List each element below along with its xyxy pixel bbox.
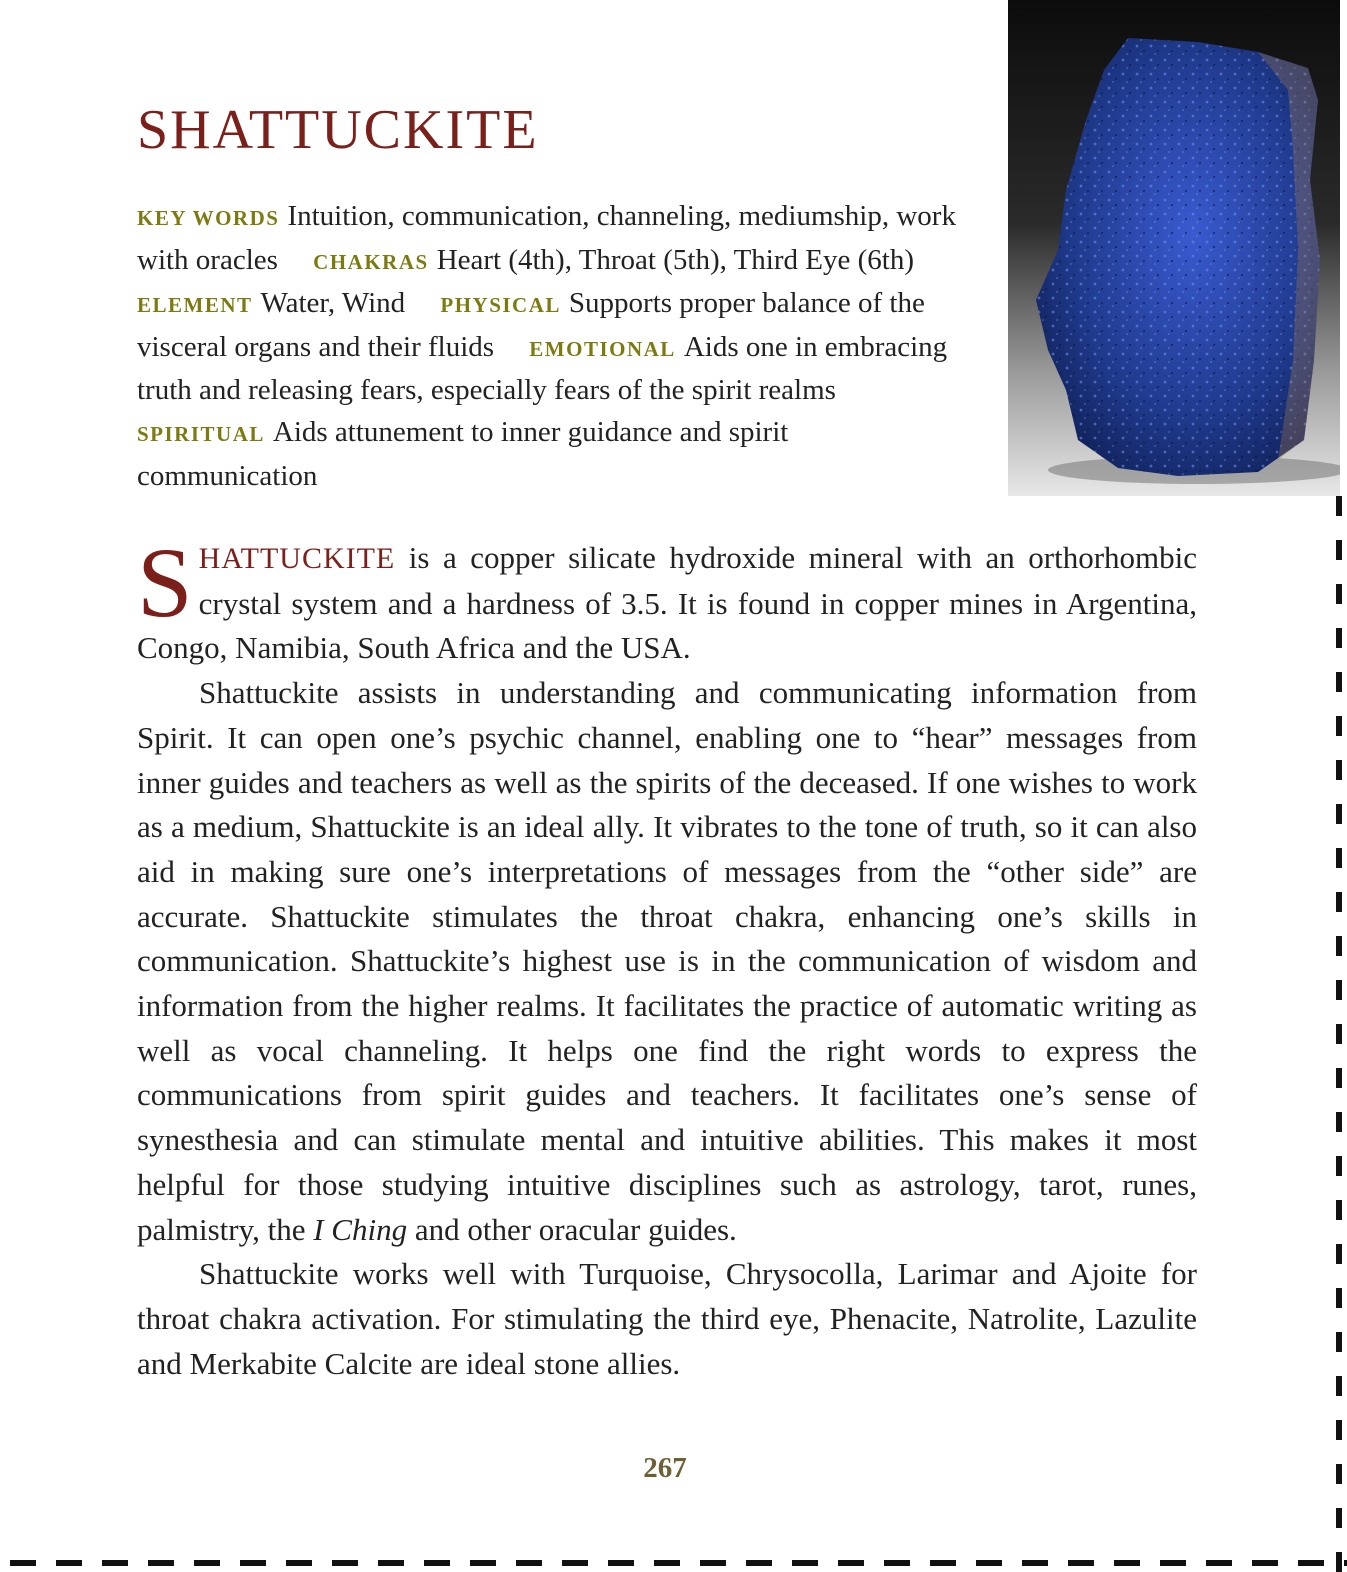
physical-value: Supports proper balance of the visceral organs and their fluids (137, 287, 925, 363)
paragraph-1: SHATTUCKITE is a copper silicate hydroxide mineral with an orthorhombic crystal system and a hardness of 3.5. It is found in copper mines in Argentina, Congo, Namibia, South Africa and the USA. (137, 527, 1197, 666)
spiritual-value: Aids attunement to inner guidance and spirit communication (137, 415, 789, 492)
crop-marks-right (1336, 496, 1342, 1572)
paragraph-2: Shattuckite assists in understanding and communicating information from Spirit. It can open one’s psychic channel, enabling one to “hear” messages from inner guides and teachers as well as the spirits of the deceased. If one wishes to work as a medium, Shattuckite is an ideal ally. It vibrates to the tone of truth, so it can also aid in making sure one’s interpretations of messages from the “other side” are accurate. Shattuckite stimulates the throat chakra, enhancing one’s skills in communication. Shattuckite’s highest use is in the communication of wisdom and information from the higher realms. It facilitates the practice of automatic writing as well as vocal channeling. It helps one find the right words to express the communications from spirit guides and teachers. It facilitates one’s sense of synesthesia and can stimulate mental and intuitive abilities. This makes it most helpful for those studying intuitive disciplines such as astrology, tarot, runes, palmistry, the I Ching and other oracular guides. (137, 675, 1197, 1247)
page-number: 267 (643, 1452, 687, 1484)
chakras-label: CHAKRAS (313, 249, 429, 274)
crop-marks-bottom (0, 1560, 1347, 1566)
element-value: Water, Wind (260, 287, 406, 320)
properties-block (137, 196, 967, 497)
emotional-value: Aids one in embracing truth and releasing fears, especially fears of the spirit realms (137, 330, 948, 407)
drop-cap: S (137, 527, 193, 638)
element-label: ELEMENT (137, 293, 253, 318)
lead-word: HATTUCKITE (198, 542, 396, 575)
page-title: SHATTUCKITE (137, 99, 539, 161)
shattuckite-stone-photo (1008, 0, 1340, 496)
physical-label: PHYSICAL (440, 293, 561, 318)
key-words-label: KEY WORDS (137, 206, 280, 230)
chakras-value: Heart (4th), Throat (5th), Third Eye (6th) (436, 243, 914, 276)
stone-illustration (1008, 0, 1340, 496)
paragraph-3: Shattuckite works well with Turquoise, Chrysocolla, Larimar and Ajoite for throat chakra activation. For stimulating the third eye, Phenacite, Natrolite, Lazulite and Merkabite Calcite are ideal stone allies. (137, 1256, 1197, 1381)
emotional-label: EMOTIONAL (529, 336, 676, 361)
spiritual-label: SPIRITUAL (137, 421, 265, 446)
body-text (137, 527, 1197, 1386)
key-words-value: Intuition, communication, channeling, mediumship, work with oracles (137, 200, 956, 276)
